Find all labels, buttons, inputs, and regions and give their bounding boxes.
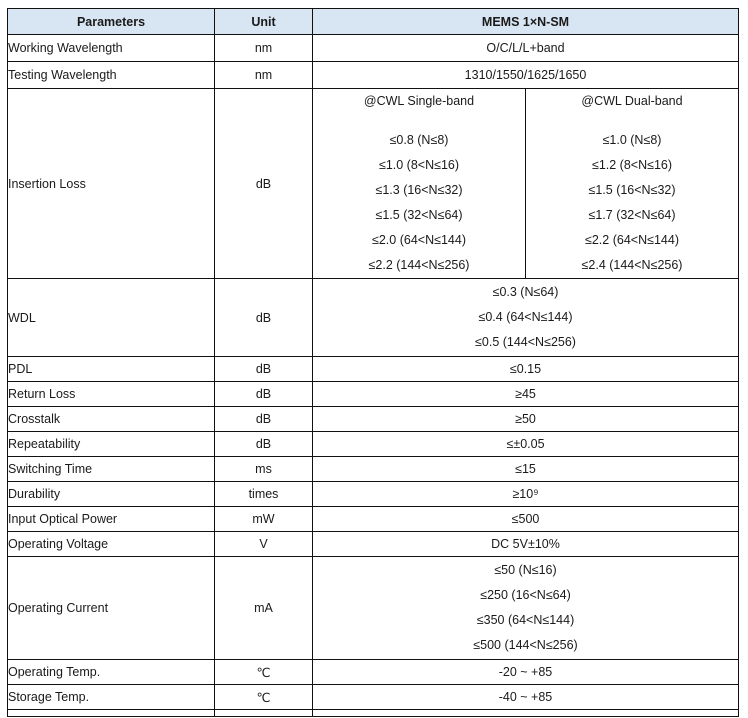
table-row	[8, 382, 739, 407]
unit-cell: dB	[215, 382, 313, 407]
table-row-cut	[8, 710, 739, 717]
header-unit: Unit	[215, 9, 313, 35]
param-cell: PDL	[8, 357, 215, 382]
unit-cell: dB	[215, 432, 313, 457]
single-band-value: ≤1.5 (32<N≤64)	[375, 208, 463, 222]
value-cell: O/C/L/L+band	[313, 35, 739, 62]
table-row	[8, 507, 739, 532]
dual-band-label: @CWL Dual-band	[581, 94, 683, 108]
single-band-label: @CWL Single-band	[363, 94, 475, 108]
header-model: MEMS 1×N-SM	[313, 9, 739, 35]
wdl-value: ≤0.5 (144<N≤256)	[475, 335, 576, 349]
table-row	[8, 457, 739, 482]
param-cell: Switching Time	[8, 457, 215, 482]
param-cell: WDL	[8, 279, 215, 357]
value-cell: ≤±0.05	[313, 432, 739, 457]
param-cell: Operating Voltage	[8, 532, 215, 557]
dual-band-value: ≤1.2 (8<N≤16)	[591, 158, 673, 172]
dual-band-value: ≤1.0 (N≤8)	[602, 133, 662, 147]
unit-cell: ℃	[215, 660, 313, 685]
header-parameters: Parameters	[8, 9, 215, 35]
single-band-column	[313, 89, 525, 278]
param-cell: Testing Wavelength	[8, 62, 215, 89]
table-row	[8, 482, 739, 507]
table-row	[8, 407, 739, 432]
param-cell: Storage Temp.	[8, 685, 215, 710]
param-cell: Repeatability	[8, 432, 215, 457]
current-value: ≤500 (144<N≤256)	[473, 638, 578, 652]
unit-cell: dB	[215, 279, 313, 357]
table-row	[8, 532, 739, 557]
single-band-value: ≤2.2 (144<N≤256)	[368, 258, 470, 272]
insertion-loss-value-cell	[313, 89, 739, 279]
table-row	[8, 62, 739, 89]
dual-band-value: ≤1.5 (16<N≤32)	[588, 183, 676, 197]
unit-cell: dB	[215, 89, 313, 279]
table-row-insertion-loss	[8, 89, 739, 279]
table-row	[8, 660, 739, 685]
spec-table	[7, 8, 739, 717]
param-cell: Working Wavelength	[8, 35, 215, 62]
value-cell: ≥10⁹	[313, 482, 739, 507]
table-header-row	[8, 9, 739, 35]
single-band-value: ≤1.0 (8<N≤16)	[378, 158, 460, 172]
wdl-value: ≤0.3 (N≤64)	[492, 285, 559, 299]
param-cell: Operating Temp.	[8, 660, 215, 685]
unit-cell: mA	[215, 557, 313, 660]
dual-band-value: ≤2.2 (64<N≤144)	[585, 233, 679, 247]
dual-band-value: ≤1.7 (32<N≤64)	[588, 208, 676, 222]
unit-cell: mW	[215, 507, 313, 532]
unit-cell: ms	[215, 457, 313, 482]
unit-cell: dB	[215, 357, 313, 382]
dual-band-value: ≤2.4 (144<N≤256)	[581, 258, 683, 272]
value-cell: ≥45	[313, 382, 739, 407]
param-cell: Durability	[8, 482, 215, 507]
value-cell: DC 5V±10%	[313, 532, 739, 557]
current-value: ≤350 (64<N≤144)	[476, 613, 575, 627]
value-cell: ≤0.15	[313, 357, 739, 382]
unit-cell: V	[215, 532, 313, 557]
unit-cell: times	[215, 482, 313, 507]
single-band-value: ≤1.3 (16<N≤32)	[375, 183, 463, 197]
unit-cell: ℃	[215, 685, 313, 710]
table-row	[8, 432, 739, 457]
unit-cell: nm	[215, 35, 313, 62]
value-cell: -40 ~ +85	[313, 685, 739, 710]
table-row	[8, 35, 739, 62]
single-band-value: ≤2.0 (64<N≤144)	[372, 233, 466, 247]
current-value: ≤250 (16<N≤64)	[480, 588, 571, 602]
dual-band-column	[525, 89, 738, 278]
table-row	[8, 685, 739, 710]
unit-cell: dB	[215, 407, 313, 432]
value-cell	[313, 557, 739, 660]
value-cell: -20 ~ +85	[313, 660, 739, 685]
table-row-operating-current	[8, 557, 739, 660]
value-cell	[313, 279, 739, 357]
table-row	[8, 357, 739, 382]
param-cell: Input Optical Power	[8, 507, 215, 532]
current-value: ≤50 (N≤16)	[494, 563, 557, 577]
table-row-wdl	[8, 279, 739, 357]
param-cell: Operating Current	[8, 557, 215, 660]
wdl-value: ≤0.4 (64<N≤144)	[478, 310, 573, 324]
value-cell: ≥50	[313, 407, 739, 432]
single-band-value: ≤0.8 (N≤8)	[389, 133, 449, 147]
param-cell: Insertion Loss	[8, 89, 215, 279]
value-cell: ≤500	[313, 507, 739, 532]
param-cell: Return Loss	[8, 382, 215, 407]
unit-cell: nm	[215, 62, 313, 89]
value-cell: ≤15	[313, 457, 739, 482]
param-cell: Crosstalk	[8, 407, 215, 432]
value-cell: 1310/1550/1625/1650	[313, 62, 739, 89]
